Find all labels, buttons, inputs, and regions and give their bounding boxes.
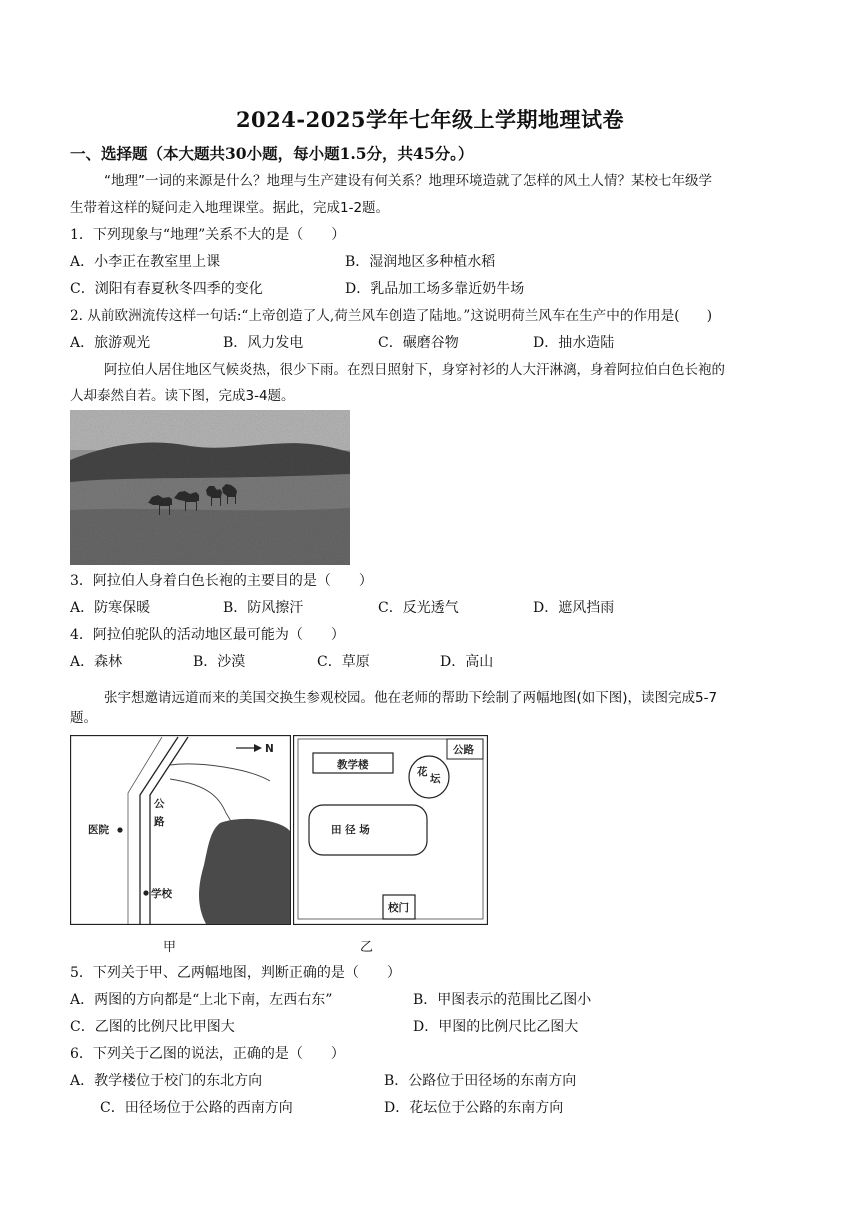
intro-1-line-1: “地理”一词的来源是什么？地理与生产建设有何关系？地理环境造就了怎样的风土人情？某校七年级学 bbox=[104, 173, 712, 189]
desert-camel-photo bbox=[70, 410, 350, 565]
map-jia-caption: 甲 bbox=[163, 940, 177, 955]
intro-2-line-2: 人却泰然自若。读下图，完成3-4题。 bbox=[70, 388, 295, 404]
question-3-option-c[interactable]: C．反光透气 bbox=[378, 600, 459, 616]
question-6-option-c[interactable]: C．田径场位于公路的西南方向 bbox=[100, 1100, 293, 1116]
question-4-option-c[interactable]: C．草原 bbox=[317, 654, 370, 670]
question-1-option-b[interactable]: B．湿润地区多种植水稻 bbox=[345, 254, 496, 270]
question-6-option-b[interactable]: B．公路位于田径场的东南方向 bbox=[384, 1073, 577, 1089]
question-5-option-d[interactable]: D．甲图的比例尺比乙图大 bbox=[413, 1019, 579, 1035]
question-3-option-b[interactable]: B．防风擦汗 bbox=[223, 600, 304, 616]
flower-bed-label-2: 坛 bbox=[430, 773, 441, 785]
intro-1-line-2: 生带着这样的疑问走入地理课堂。据此，完成1-2题。 bbox=[70, 200, 390, 216]
intro-2-line-1: 阿拉伯人居住地区气候炎热，很少下雨。在烈日照射下，身穿衬衫的人大汗淋漓，身着阿拉伯白色长袍的 bbox=[104, 362, 725, 378]
flower-bed bbox=[409, 756, 449, 798]
map-jia bbox=[70, 735, 291, 925]
question-4-stem: 4．阿拉伯驼队的活动地区最可能为（ ） bbox=[70, 627, 345, 643]
road-label-1: 公 bbox=[154, 798, 165, 810]
question-6-option-a[interactable]: A．教学楼位于校门的东北方向 bbox=[70, 1073, 263, 1089]
question-4-option-a[interactable]: A．森林 bbox=[70, 654, 123, 670]
map-yi-caption: 乙 bbox=[360, 940, 374, 955]
question-6-option-d[interactable]: D．花坛位于公路的东南方向 bbox=[384, 1100, 564, 1116]
question-3-stem: 3．阿拉伯人身着白色长袍的主要目的是（ ） bbox=[70, 573, 373, 589]
intro-3-line-1: 张宇想邀请远道而来的美国交换生参观校园。他在老师的帮助下绘制了两幅地图(如下图)，读图完成5-7 bbox=[104, 690, 718, 706]
question-5-stem: 5．下列关于甲、乙两幅地图，判断正确的是（ ） bbox=[70, 965, 401, 981]
hospital-marker bbox=[117, 827, 122, 832]
question-2-option-d[interactable]: D．抽水造陆 bbox=[533, 335, 615, 351]
flower-bed-label-1: 花 bbox=[417, 766, 428, 778]
question-6-stem: 6．下列关于乙图的说法，正确的是（ ） bbox=[70, 1046, 345, 1062]
question-1-option-c[interactable]: C．浏阳有春夏秋冬四季的变化 bbox=[70, 281, 263, 297]
teaching-building-label: 教学楼 bbox=[337, 759, 369, 771]
question-2-option-a[interactable]: A．旅游观光 bbox=[70, 335, 151, 351]
school-label: 学校 bbox=[151, 888, 172, 900]
question-2-option-b[interactable]: B．风力发电 bbox=[223, 335, 304, 351]
north-label: N bbox=[265, 743, 274, 755]
question-5-option-c[interactable]: C．乙图的比例尺比甲图大 bbox=[70, 1019, 235, 1035]
question-2-option-c[interactable]: C．碾磨谷物 bbox=[378, 335, 459, 351]
hospital-label: 医院 bbox=[88, 824, 109, 836]
road-label: 公路 bbox=[453, 744, 474, 756]
track-field-label: 田 径 场 bbox=[331, 824, 370, 836]
school-marker bbox=[143, 890, 148, 895]
question-4-option-b[interactable]: B．沙漠 bbox=[193, 654, 246, 670]
question-3-option-d[interactable]: D．遮风挡雨 bbox=[533, 600, 615, 616]
question-5-option-b[interactable]: B．甲图表示的范围比乙图小 bbox=[413, 992, 592, 1008]
map-yi bbox=[293, 735, 488, 925]
school-gate-label: 校门 bbox=[388, 902, 409, 914]
question-3-option-a[interactable]: A．防寒保暖 bbox=[70, 600, 151, 616]
page-title: 2024-2025学年七年级上学期地理试卷 bbox=[235, 107, 625, 132]
question-1-option-d[interactable]: D．乳品加工场多靠近奶牛场 bbox=[345, 281, 525, 297]
question-2-stem: 2. 从前欧洲流传这样一句话:“上帝创造了人,荷兰风车创造了陆地。”这说明荷兰风车在生产中的作用是( ) bbox=[70, 308, 713, 324]
intro-3-line-2: 题。 bbox=[70, 710, 97, 726]
question-5-option-a[interactable]: A．两图的方向都是“上北下南，左西右东” bbox=[70, 992, 333, 1008]
question-4-option-d[interactable]: D．高山 bbox=[440, 654, 494, 670]
desert-camel-illustration bbox=[70, 410, 350, 565]
road-label-2: 路 bbox=[154, 816, 165, 828]
question-1-stem: 1．下列现象与“地理”关系不大的是（ ） bbox=[70, 227, 346, 243]
section-heading: 一、选择题（本大题共30小题，每小题1.5分，共45分。） bbox=[70, 144, 474, 163]
question-1-option-a[interactable]: A．小李正在教室里上课 bbox=[70, 254, 221, 270]
